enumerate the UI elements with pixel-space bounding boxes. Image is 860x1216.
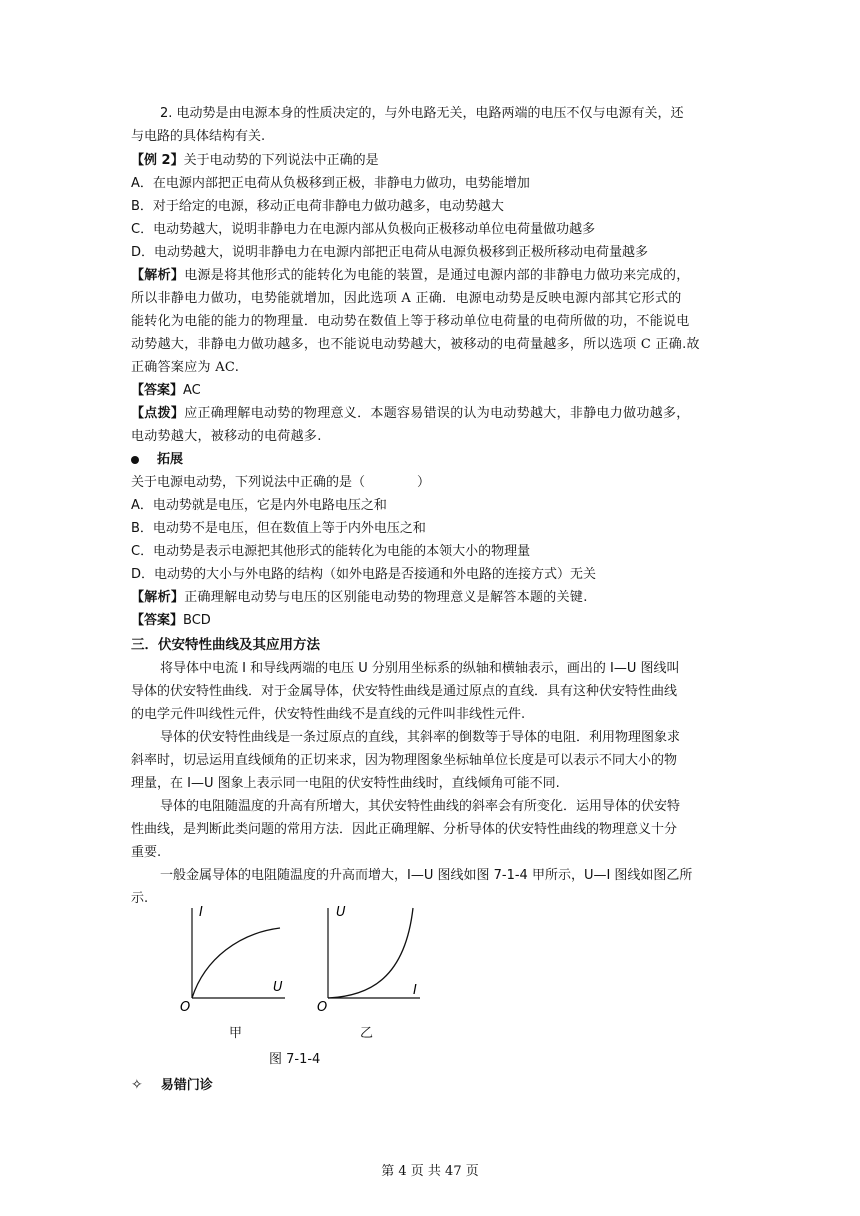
extension-answer <box>131 611 731 631</box>
origin-label: O <box>317 1000 328 1015</box>
paragraph-line: 斜率时，切忌运用直线倾角的正切来求，因为物理图象坐标轴单位长度是可以表示不同大小的物 <box>131 753 678 768</box>
analysis-line: 所以非静电力做功，电势能就增加，因此选项 A 正确．电源电动势是反映电源内部其它形式的 <box>131 291 682 306</box>
answer-text: BCD <box>183 613 211 628</box>
extension-option-b: B．电动势不是电压，但在数值上等于内外电压之和 <box>131 521 426 536</box>
y-axis-label: I <box>199 905 203 920</box>
example-tag: 【例 2】 <box>131 153 184 168</box>
analysis-line: 动势越大，非静电力做功越多，也不能说电动势越大，被移动的电荷量越多，所以选项 C 正确.故 <box>131 337 700 352</box>
tip-line: 电动势越大，被移动的电荷越多. <box>131 429 322 444</box>
analysis-text: 正确理解电动势与电压的区别能电动势的物理意义是解答本题的关键. <box>184 590 588 605</box>
extension-analysis <box>131 588 731 608</box>
paragraph-line: 的电学元件叫线性元件，伏安特性曲线不是直线的元件叫非线性元件. <box>131 707 526 722</box>
analysis-line: 正确答案应为 AC. <box>131 360 240 375</box>
question-text: 关于电动势的下列说法中正确的是 <box>183 153 379 168</box>
option-d: D．电动势越大，说明非静电力在电源内部把正电荷从电源负极移到正极所移动电荷量越多 <box>131 245 649 260</box>
example-2-question <box>131 151 731 171</box>
tip-line <box>131 404 731 424</box>
paragraph-line: 理量，在 I—U 图象上表示同一电阻的伏安特性曲线时，直线倾角可能不同. <box>131 776 560 791</box>
analysis-tag: 【解析】 <box>131 590 185 605</box>
text-line: 与电路的具体结构有关. <box>131 129 266 144</box>
curve <box>328 908 413 998</box>
extension-heading <box>131 450 731 470</box>
option-a: A．在电源内部把正电荷从负极移到正极，非静电力做功，电势能增加 <box>131 176 530 191</box>
figure-7-1-4 <box>170 898 460 1028</box>
answer-tag: 【答案】 <box>131 383 184 398</box>
extension-option-d: D．电动势的大小与外电路的结构（如外电路是否接通和外电路的连接方式）无关 <box>131 567 597 582</box>
answer-text: AC <box>183 383 201 398</box>
option-c: C．电动势越大，说明非静电力在电源内部从负极向正极移动单位电荷量做功越多 <box>131 222 596 237</box>
extension-option-c: C．电动势是表示电源把其他形式的能转化为电能的本领大小的物理量 <box>131 544 531 559</box>
figure-title: 图 7-1-4 <box>269 1052 321 1067</box>
section-heading: 三．伏安特性曲线及其应用方法 <box>131 637 320 653</box>
x-axis-label: U <box>273 980 283 995</box>
analysis-line <box>131 266 731 286</box>
bullet-icon <box>131 456 139 464</box>
option-b: B．对于给定的电源，移动正电荷非静电力做功越多，电动势越大 <box>131 199 504 214</box>
pitfall-heading <box>131 1075 731 1096</box>
x-axis-label: I <box>413 983 417 998</box>
graph-yi <box>317 905 420 1015</box>
extension-label: 拓展 <box>157 452 184 467</box>
paragraph-line: 一般金属导体的电阻随温度的升高而增大，I—U 图线如图 7-1-4 甲所示，U—I 图线如图乙所 <box>160 868 693 883</box>
text-line: 2. 电动势是由电源本身的性质决定的，与外电路无关，电路两端的电压不仅与电源有关，还 <box>160 106 684 121</box>
paragraph-line: 导体的电阻随温度的升高有所增大，其伏安特性曲线的斜率会有所变化．运用导体的伏安特 <box>160 799 681 814</box>
paragraph-line: 重要. <box>131 845 162 860</box>
analysis-tag: 【解析】 <box>131 268 185 283</box>
caption-jia: 甲 <box>229 1026 243 1041</box>
diamond-icon: ✧ <box>131 1077 143 1093</box>
curve <box>192 928 280 998</box>
origin-label: O <box>180 1000 191 1015</box>
answer-line <box>131 381 731 401</box>
page-footer: 第 4 页 共 47 页 <box>381 1164 479 1179</box>
extension-question: 关于电源电动势，下列说法中正确的是（ ） <box>131 475 431 490</box>
answer-tag: 【答案】 <box>131 613 184 628</box>
extension-option-a: A．电动势就是电压，它是内外电路电压之和 <box>131 498 387 513</box>
paragraph-line: 性曲线，是判断此类问题的常用方法．因此正确理解、分析导体的伏安特性曲线的物理意义十分 <box>131 822 678 837</box>
graph-jia <box>180 905 285 1015</box>
paragraph-line: 导体的伏安特性曲线是一条过原点的直线，其斜率的倒数等于导体的电阻．利用物理图象求 <box>160 730 681 745</box>
caption-yi: 乙 <box>360 1026 374 1041</box>
paragraph-line: 导体的伏安特性曲线．对于金属导体，伏安特性曲线是通过原点的直线．具有这种伏安特性曲线 <box>131 684 678 699</box>
pitfall-label: 易错门诊 <box>160 1078 213 1093</box>
paragraph-line: 将导体中电流 I 和导线两端的电压 U 分别用坐标系的纵轴和横轴表示，画出的 I—U 图线叫 <box>160 661 680 676</box>
analysis-text: 电源是将其他形式的能转化为电能的装置，是通过电源内部的非静电力做功来完成的， <box>184 268 690 283</box>
tip-text: 应正确理解电动势的物理意义．本题容易错误的认为电动势越大，非静电力做功越多， <box>184 406 690 421</box>
tip-tag: 【点拨】 <box>131 406 185 421</box>
y-axis-label: U <box>336 905 346 920</box>
paragraph-line: 示. <box>131 891 149 906</box>
analysis-line: 能转化为电能的能力的物理量．电动势在数值上等于移动单位电荷量的电荷所做的功，不能说电 <box>131 314 690 329</box>
